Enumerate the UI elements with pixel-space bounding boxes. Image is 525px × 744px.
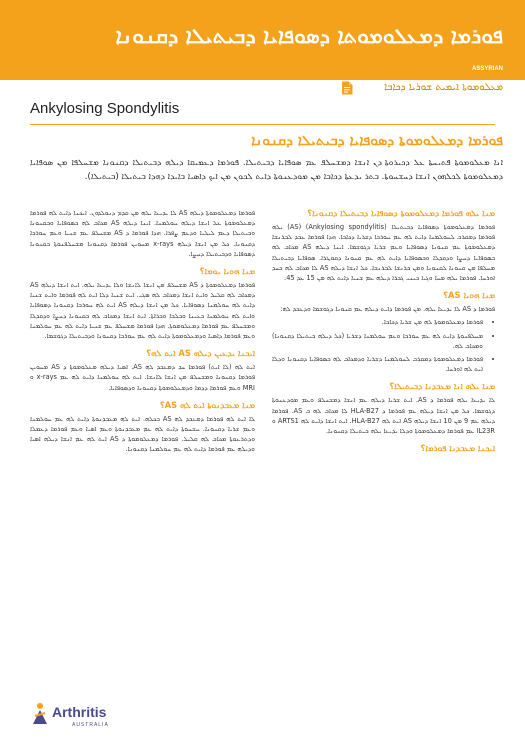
title-divider bbox=[30, 124, 495, 125]
section-paragraph: ܦܘܪܡܐ ܕܡܥܠܘܡܘܬܐ ܕܝܠܗ AS ܠܐ ܝܕܝܥܐ ܝܠܗ ܡܢ ܩܕܡ ܕܢܘܠܕܘܢ. ܐܝܟܢܐ ܕܐܝܬ ܠܗ ܦܘܪܡܐ ܕܡܥܠܘܡܘܬܐ ܥܠ ܐܢܫܐ ܕܝܠܗ ܚܘܠܡܢܐ. ܐܝܢܐ ܕܝܠܗ AS ܡܟܐܒ ܠܗ ܒܣܘܦܐܝܐ ܘܒܩܢܘܢܐ ܘܒܝܬܝܠܐ ܕܥܡ ܠܝܠܝܐ ܘܕܥܡ ܨܦܪܐ. ܗܕܐ ܦܘܪܡܐ ܕ AS ܡܫܚܠܦ ܥܡ ܫܢܝܐ ܘܥܡ ܚܘܪܒܐ ܕܩܢܘܢܐ. ܟܠ ܡܢ ܐܢܫܐ ܕܝܠܗ x-rays ܡܚܘܝܢ ܦܘܪܡܐ ܕܩܢܘܢܐ ܡܫܚܠܦܢܘܬܐ ܒܩܢܘܢܐ ܕܣܘܦܐܝܐ ܘܕܒܝܬܝܠܐ ܕܚܨܐ. bbox=[30, 209, 256, 258]
section-paragraph: ܐܝܬ ܠܗ (ܠܐ ܐܝܬ) ܦܘܪܡܐ ܚܕ ܕܡܥܒܕ ܠܗ AS. ܐܣܝܐ ܕܝܠܗ ܡܥܠܘܡܘܬܐ ܕ AS ܡܚܘܝܢ ܦܘܪܡܐ ܕܩܢܘܢܐ ܘܡܫܚܠܦ ܡܢ ܐܢܫܐ ܠܐܢܫܐ. ܐܝܬ ܠܗ ܚܘܠܡܢܐ ܕܐܝܬ ܠܗ ܥܡ x-rays ܘ MRI ܘܥܡ ܦܘܪܡܐ ܕܕܡܐ ܘܕܡܥܠܘܡܘܬܐ ܕܩܢܘܢܐ ܘܕܣܘܦܐܝܐ. bbox=[30, 363, 256, 392]
section-paragraph: ܦܘܪܡܐ ܕܡܥܠܘܡܘܬܐ ܕ AS ܡܫܚܠܦ ܡܢ ܐܢܫܐ ܠܐܢܫܐ ܘܠܐ ܝܕܝܥܐ ܝܠܗ. ܐܝܬ ܐܢܫܐ ܕܝܠܗ AS ܕܡܟܐܒ ܠܗ ܩܠܝܠ ܘܐܝܬ ܐܢܫܐ ܕܡܟܐܒ ܠܗ ܣܓܝ. ܐܝܬ ܫܢܝܐ ܕܠܐ ܐܝܬ ܠܗ ܦܘܪܡܐ ܘܐܝܬ ܫܢܝܐ ܕܐܝܬ ܠܗ ܚܘܠܡܢܐ ܕܣܘܦܐܝܐ. ܟܠ ܡܢ ܐܢܫܐ ܕܝܠܗ AS ܐܝܬ ܠܗ ܚܘܪܒܐ ܕܩܢܘܢܐ ܕܣܘܦܐܝܐ ܘܐܝܬ ܠܗ ܚܘܠܡܢܐ ܒܥܝܢܐ ܘܒܠܒܐ ܘܒܪܐܬܐ. ܐܝܬ ܐܢܫܐ ܕܡܟܐܒ ܠܗ ܒܩܢܘܢܐ ܕܚܨܐ ܘܕܩܕܠܐ ܘܡܫܚܠܦ ܥܡ ܦܘܪܡܐ ܕܡܥܠܘܡܘܬܐ. ܗܕܐ ܦܘܪܡܐ ܡܫܚܠܦ ܥܡ ܫܢܝܐ ܕܐܝܬ ܠܗ ܥܡ ܚܘܠܡܢܐ ܘܥܡ ܦܘܪܡܐ ܕܐܣܝܐ ܘܕܡܥܠܘܡܘܬܐ ܕܐܝܬ ܠܗ ܥܡ ܚܘܪܒܐ ܕܩܢܘܢܐ ܘܕܒܝܬܝܠܐ ܕܓܘܫܡܐ. bbox=[30, 281, 255, 341]
bullet-item: • ܦܘܪܡܐ ܕܡܥܠܘܡܘܬܐ ܕܡܩܪܒ ܠܚܘܠܡܢܐ ܕܫܪܝܐ ܘܕܡܟܐܒ ܠܗ ܒܣܘܦܐܝܐ ܕܩܢܘܢܐ ܘܕܠܐ ܐܝܬ ܠܗ ܐܘܪܚܐ. bbox=[272, 354, 483, 374]
section-paragraph: ܦܘܪܡܐ ܕ AS ܠܐ ܝܕܝܥܐ ܝܠܗ. ܡܢ ܦܘܪܡܐ ܕܐܝܬ ܕܝܠܗ ܥܡ ܩܢܘܢܐ ܕܓܘܫܡܐ ܘܕܥܒܕ ܠܗ: bbox=[280, 305, 495, 314]
english-title: Ankylosing Spondylitis bbox=[30, 100, 180, 117]
subheader-text: ܡܥܠܘܡܘܬܐ ܐܝܡܝܬ ܫܘܪܝܐ ܕܟܐܒܐ bbox=[384, 82, 503, 93]
bullet-item: • ܡܚܠܦܢܘܬܐ ܕܐܝܬ ܠܗ ܥܡ ܚܘܪܒܐ ܘܥܡ ܚܘܠܡܢܐ ܕܫܪܝܐ (ܟܠ ܕܝܠܗ ܒܝܬܝܠܐ ܕܩܢܘܢܐ) ܘܡܟܐܒ ܠܗ. bbox=[272, 331, 483, 351]
header-banner bbox=[0, 0, 525, 80]
section-heading: ܡܢܐ ܝܠܗ ܐܢܐ ܡܥܒܕܢܐ ܕܒܝܬܝܠܐ؟ bbox=[389, 381, 495, 392]
logo-text: Arthritis bbox=[52, 704, 107, 720]
section-paragraph: ܠܐ ܐܝܬ ܠܗ ܦܘܪܡܐ ܕܡܥܒܕ ܠܗ AS ܒܟܠܗ. ܐܝܬ ܠܗ ܡܥܒܕܢܘܬܐ ܕܐܝܬ ܠܗ ܥܡ ܚܘܠܡܢܐ ܘܥܡ ܫܪܝܐ ܕܩܢܘܢܐ. ܚܫܚܘܬܐ ܕܐܝܬ ܠܗ ܥܡ ܡܥܒܕܢܘܬܐ ܘܥܡ ܐܣܝܐ ܘܥܡ ܦܘܪܡܐ ܕܥܡܠܐ ܘܕܬܪܥܘܬܐ ܡܟܐܒ ܠܗ ܩܠܝܠ. ܦܘܪܡܐ ܕܡܥܠܘܡܘܬܐ ܕ AS ܐܝܬ ܠܗ ܥܡ ܐܢܫܐ ܕܝܠܗ ܐܣܝܐ ܘܕܝܠܗ ܥܡ ܦܘܪܡܐ ܕܐܝܬ ܠܗ ܥܡ ܚܘܠܡܢܐ ܕܩܢܘܢܐ. bbox=[30, 414, 255, 454]
intro-paragraph: ܐܢܐ ܡܥܠܘܡܘܬܐ ܦܬܝܚܬܐ ܥܠ ܕܟܝܪܘܬܐ ܕܢ ܐܢܫܐ ܕܡܫܚܠܦ ܥܡ ܣܘܦܐܝܐ ܕܒܝܬܝܠܐ. ܦܘܪܡܐ ܕܥܡܝܩܐ ܕܝܠܗ ܕܒܝܬܝܠܐ ܕܩܢܘܢܐ ܡܫܚܠܦܐ ܡܢ ܣܘܦܐܝܐ ܕܡܥܠܘܡܘܬܐ ܠܟܠܗܘܢ ܐܢܫܐ ܕܚܫܚܘܬܐ. ܒܬܪ ܝܕܥܬܐ ܕܟܐܒܐ ܡܢ ܡܘܕܥܢܘܬܐ ܕܐܝܬ ܠܟܘܢ ܡܢ ܐܝܟ ܕܐܣܝܐ ܒܐܝܕܐ ܕܗܕܐ ܒܝܬܝܠܐ (ܒܝܬܝܠܐ). bbox=[30, 158, 503, 182]
section-heading: ܡܢܐ ܗܘܝܐ AS؟ bbox=[443, 290, 495, 301]
logo-figure-icon bbox=[30, 702, 50, 726]
main-heading: ܦܘܪܡܐ ܕܡܥܠܘܡܘܬܐ ܕܣܘܦܐܝܐ ܕܒܝܬܝܠܐ ܕܩܢܘܢܐ bbox=[251, 133, 503, 149]
section-paragraph: ܠܐ ܝܕܝܥܐ ܝܠܗ ܦܘܪܡܐ ܕ AS. ܐܝܬ ܫܪܝܐ ܕܝܠܗ ܥܡ ܐܢܫܐ ܕܡܫܚܠܦ ܘܥܡ ܡܘܕܥܢܘܬܐ ܕܓܘܫܡܐ. ܟܠ ܡܢ ܐܢܫܐ ܕܝܠܗ ܥܡ ܦܘܪܡܐ ܕ HLA-B27 ܠܐ ܡܟܐܒ ܠܗ ܒ AS. ܦܘܪܡܐ ܕܝܠܗ ܥܡ 9 ܡܢ 10 ܐܢܫܐ ܕܝܠܗ AS ܐܝܬ ܠܗ HLA-B27. ܐܝܬ ܐܢܫܐ ܕܐܝܬ ܠܗ ARTS1 ܘ IL23R ܥܡ ܦܘܪܡܐ ܕܡܥܠܘܡܘܬܐ ܘܕܠܐ ܝܕܝܥܐ ܝܠܗ ܒܝܬܝܠܐ ܕܩܢܘܢܐ. bbox=[272, 396, 496, 436]
section-heading: ܡܢܐ ܝܠܗ ܦܘܪܡܐ ܕܡܥܠܘܡܘܬܐ ܕܣܘܦܐܝܐ ܕܒܝܬܝܠܐ ܕܩܢܘܢܐ؟ bbox=[307, 208, 495, 218]
section-heading: ܡܢܐ ܡܥܒܕܢܘܬܐ ܐܝܬ ܠܗ AS؟ bbox=[159, 399, 255, 410]
arthritis-logo bbox=[30, 700, 140, 734]
section-paragraph: ܦܘܪܡܐ ܕܡܥܠܘܡܘܬܐ ܕܣܘܦܐܝܐ ܕܒܝܬܝܠܐ (Ankylosing spondylitis) (AS) ܝܠܗ ܦܘܪܡܐ ܕܡܩܪܒ ܠܚܘܠܡܢܐ ܕܐܝܬ ܠܗ ܥܡ ܚܘܪܒܐ ܕܫܪܝܐ ܕܟܐܒܐ. ܗܕܐ ܦܘܪܡܐ ܥܒܕ ܠܒܪܢܫܐ ܕܡܥܠܘܡܘܬܐ ܥܡ ܩܢܘܢܐ ܕܣܘܦܐܝܐ ܘܥܡ ܫܪܝܐ ܕܓܘܫܡܐ. ܐܝܢܐ ܕܝܠܗ AS ܡܟܐܒ ܠܗ ܒܣܘܦܐܝܐ ܕܚܨܐ ܘܕܩܕܠܐ ܘܒܣܘܦܐܝܐ ܕܐܝܬ ܠܗ ܥܡ ܩܢܘܢܐ ܕܩܘܛܪܐ. ܣܘܦܐܝܐ ܕܒܝܬܝܠܐ ܡܚܠܦܐ ܡܢ ܩܢܘܢܐ ܠܩܢܘܢܐ ܘܡܢ ܒܪܢܫܐ ܠܒܪܢܫܐ. ܟܠ ܐܢܫܐ ܕܝܠܗ AS ܠܐ ܡܟܐܒ ܠܗ ܒܚܕ ܐܘܪܚܐ. ܦܘܪܡܐ ܝܠܗ ܡܚܐ ܘܓܝܐ ܒܝܢܝ ܓܒܪܐ ܕܝܠܗ ܥܡ ܫܢܝܐ ܕܐܝܬ ܠܗ ܡܢ 15 ܥܕ 45. bbox=[272, 223, 496, 283]
section-heading: ܐܝܟܢܐ ܝܕܥܝܢ ܕܝܠܗ AS ܐܝܬ ܠܗ؟ bbox=[146, 348, 255, 359]
left-column bbox=[30, 208, 255, 458]
bullet-item: • ܦܘܪܡܐ ܕܡܥܠܘܡܘܬܐ ܠܗ ܡܢ ܫܪܝܐ ܕܟܐܒܐ. bbox=[272, 317, 483, 327]
logo-subtext: AUSTRALIA bbox=[72, 722, 109, 728]
document-icon bbox=[341, 81, 353, 95]
section-heading: ܐܝܟܢܐ ܡܥܒܕܢܐ ܦܘܪܡܐ؟ bbox=[420, 443, 495, 454]
header-title: ܦܘܪܡܐ ܕܡܥܠܘܡܘܬܐ ܕܣܘܦܐܝܐ ܕܒܝܬܝܠܐ ܕܩܢܘܢܐ bbox=[115, 24, 503, 48]
bullet-list bbox=[272, 317, 495, 374]
right-column bbox=[272, 208, 495, 457]
section-heading: ܡܢܐ ܗܘܝܐ ܝܘܡܐ؟ bbox=[199, 266, 255, 277]
language-tag: ASSYRIAN bbox=[471, 66, 503, 72]
